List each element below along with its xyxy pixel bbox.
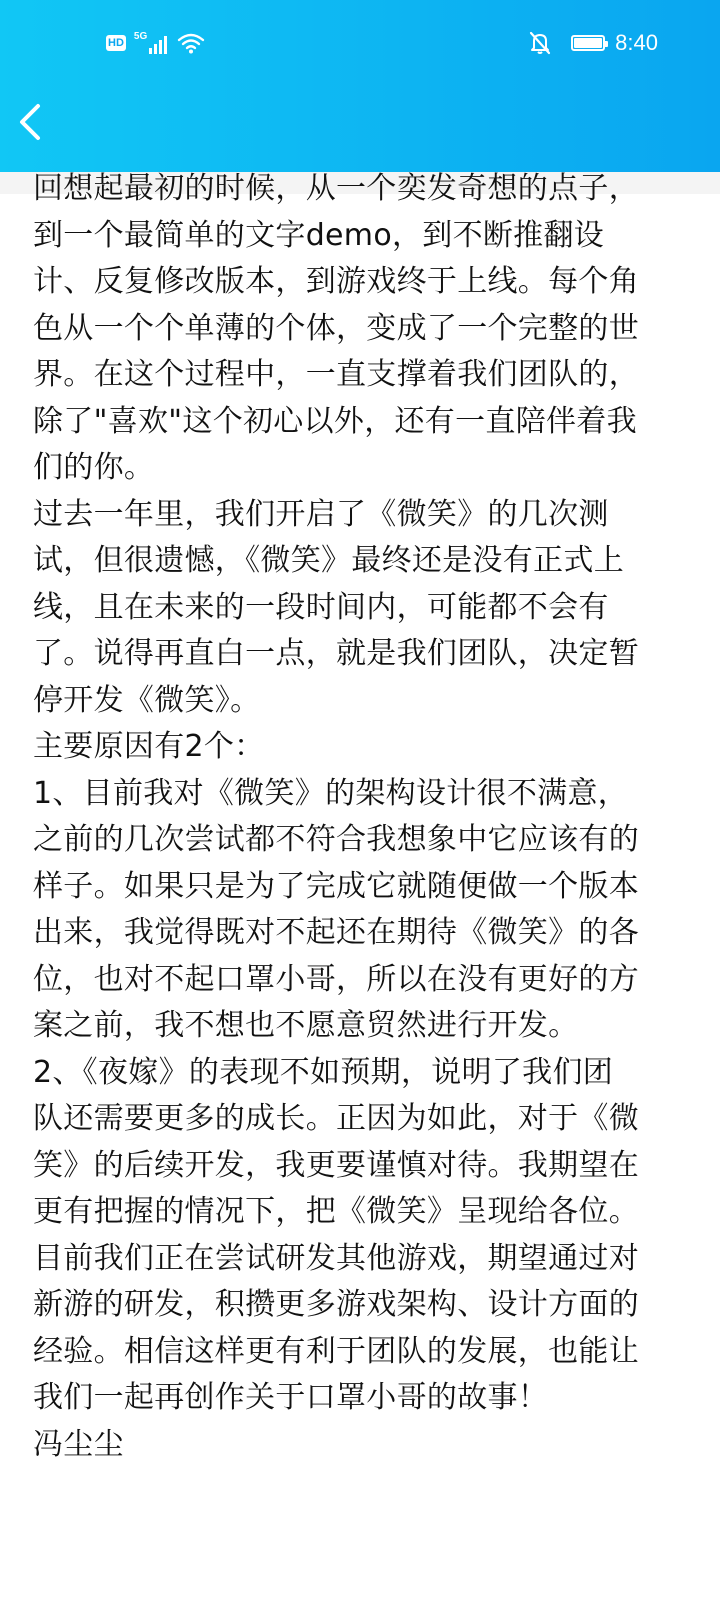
article-paragraph: 目前我们正在尝试研发其他游戏，期望通过对 新游的研发，积攒更多游戏架构、设计方面的 经验。相信这样更有利于团队的发展，也能让 我们一起再创作关于口罩小哥的故事！	[33, 1240, 639, 1415]
network-type-label: 5G	[133, 31, 148, 42]
status-right	[529, 30, 658, 56]
cellular-signal-icon	[134, 32, 169, 54]
status-bar	[0, 26, 720, 66]
article-paragraph: 回想起最初的时候，从一个奕发奇想的点子， 到一个最简单的文字demo，到不断推翻设 计、反复修改版本，到游戏终于上线。每个角 色从一个个单薄的个体，变成了一个完整的世 界。在这个过程中，一直支撑着我们团队的， 除了"喜欢"这个初心以外，还有一直陪伴着我 们的你。	[33, 171, 639, 485]
author-signature: 冯尘尘	[33, 1426, 124, 1462]
article-paragraph: 主要原因有2个：	[33, 729, 265, 764]
article-body	[33, 166, 673, 1468]
signal-bar	[159, 40, 162, 54]
battery-icon	[571, 35, 605, 51]
chevron-left-icon	[12, 100, 52, 144]
hd-badge: HD	[108, 37, 124, 49]
status-left	[106, 32, 205, 54]
app-header	[0, 0, 720, 172]
article-paragraph: 2、《夜嫁》的表现不如预期，说明了我们团 队还需要更多的成长。正因为如此，对于《微 笑》的后续开发，我更要谨慎对待。我期望在 更有把握的情况下，把《微笑》呈现给各位。	[33, 1054, 639, 1229]
article-paragraph: 1、目前我对《微笑》的架构设计很不满意， 之前的几次尝试都不符合我想象中它应该有的 样子。如果只是为了完成它就随便做一个版本 出来，我觉得既对不起还在期待《微笑》的各 位，也对不起口罩小哥，所以在没有更好的方 案之前，我不想也不愿意贸然进行开发。	[33, 775, 639, 1043]
signal-bar	[154, 44, 157, 54]
battery-level	[574, 38, 602, 48]
status-time: 8:40	[615, 30, 658, 55]
back-button[interactable]	[12, 100, 52, 144]
article-scroll-area[interactable]	[0, 171, 720, 1600]
wifi-icon	[177, 32, 205, 54]
signal-bar	[149, 48, 152, 54]
article-paragraph: 过去一年里，我们开启了《微笑》的几次测 试，但很遗憾，《微笑》最终还是没有正式上 线，且在未来的一段时间内，可能都不会有 了。说得再直白一点，就是我们团队，决定暂 停开发《微笑》。	[33, 496, 639, 718]
signal-bar	[164, 36, 167, 54]
bell-muted-icon	[529, 31, 551, 55]
